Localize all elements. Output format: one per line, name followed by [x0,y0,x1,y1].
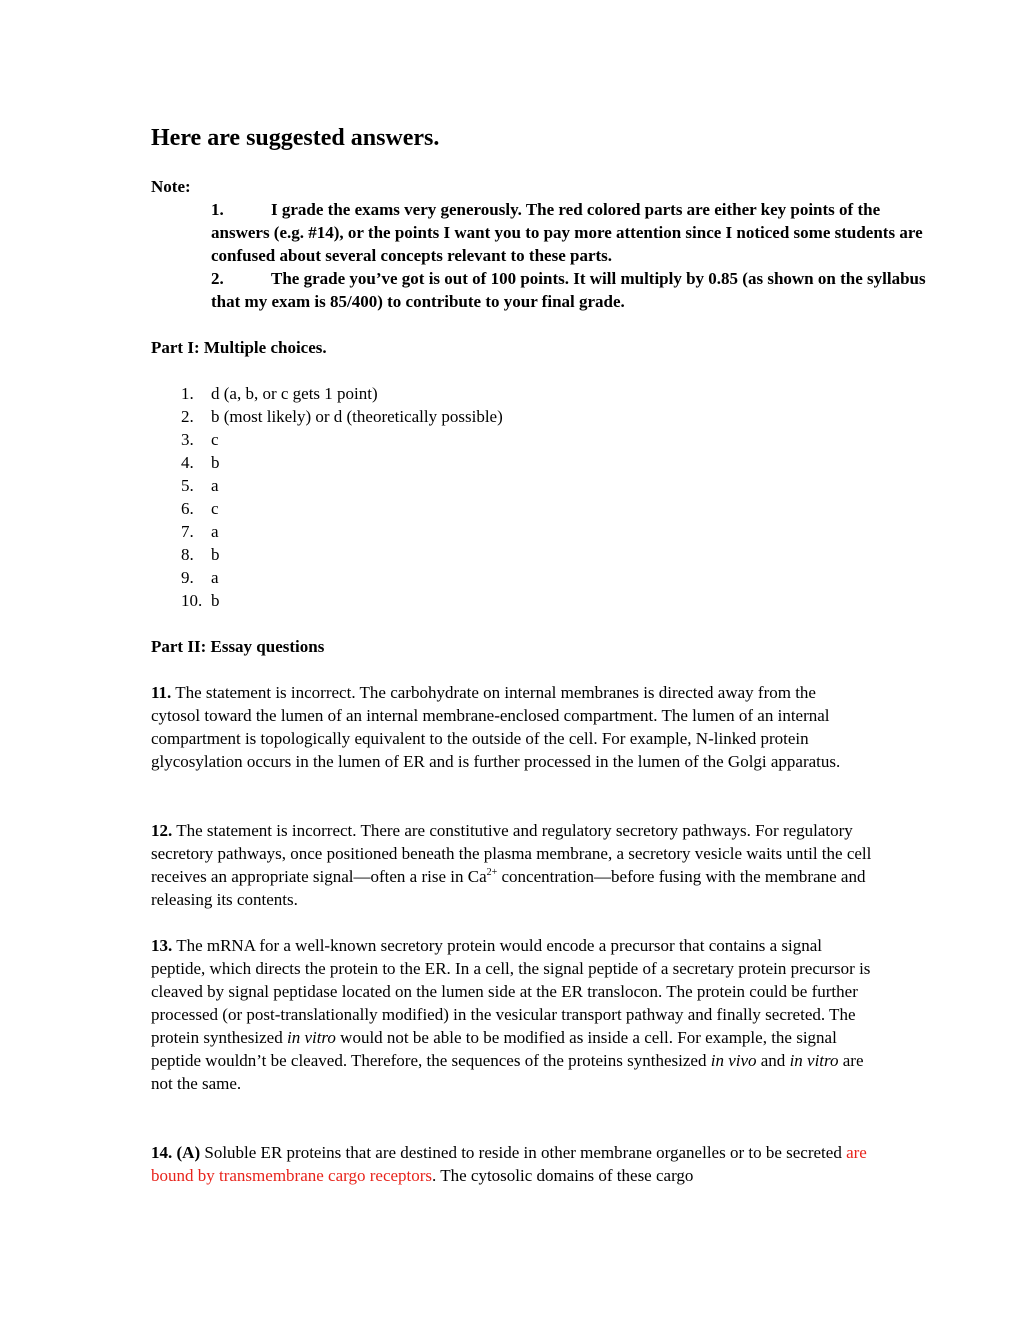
note-item [211,267,931,313]
answer-number: 6. [181,499,194,518]
essay-answer-13 [151,934,873,1095]
note-item [211,198,931,267]
answer-number: 2. [181,407,194,426]
answer-text: b [211,453,220,472]
note-item-text: The grade you’ve got is out of 100 points. It will multiply by 0.85 (as shown on the syllabus that my exam is 85/400) to contribute to your final grade. [211,269,926,311]
answer-text: a [211,522,219,541]
highlighted-key-point: are bound by transmembrane cargo receptors [151,1143,867,1185]
answer-text: The statement is incorrect. There are constitutive and regulatory secretory pathways. For regulatory secretory pathways, once positioned beneath the plasma membrane, a secretory vesicle waits until the cell receives an appropriate signal—often a rise in Ca [151,821,872,886]
italic-term: in vivo [710,1051,757,1070]
answer-item [181,566,503,589]
answer-text: b [211,545,220,564]
answer-item [181,382,503,405]
page-title: Here are suggested answers. [151,125,440,151]
answer-number: 5. [181,476,194,495]
answer-text: and [756,1051,790,1070]
answer-item [181,405,503,428]
essay-answer-12 [151,819,911,911]
essay-answer-11 [151,681,866,773]
multiple-choice-answers [181,382,503,612]
answer-item [181,520,503,543]
answer-number: 4. [181,453,194,472]
answer-text: a [211,568,219,587]
note-list [211,198,931,313]
answer-number: 10. [181,591,203,610]
answer-text: Soluble ER proteins that are destined to reside in other membrane organelles or to be secreted [200,1143,847,1162]
note-item-number: 1. [211,200,224,219]
answer-text: a [211,476,219,495]
answer-text: . The cytosolic domains of these cargo [432,1166,694,1185]
answer-item [181,451,503,474]
question-number: 11. [151,683,172,702]
essay-answer-14 [151,1141,896,1187]
answer-text: would not be able to be modified as inside a cell. For example, the signal peptide wouldn’t be cleaved. Therefore, the sequences of the proteins synthesized [151,1028,837,1070]
question-number: 13. [151,936,173,955]
answer-number: 7. [181,522,194,541]
answer-item [181,428,503,451]
question-number: 12. [151,821,173,840]
part1-heading: Part I: Multiple choices. [151,338,327,357]
answer-item [181,589,503,612]
italic-term: in vitro [789,1051,839,1070]
superscript: 2+ [486,867,498,878]
note-label: Note: [151,177,191,196]
part2-heading: Part II: Essay questions [151,637,325,656]
note-item-text: I grade the exams very generously. The red colored parts are either key points of the answers (e.g. #14), or the points I want you to pay more attention since I noticed some students are confused about several concepts relevant to these parts. [211,200,923,265]
answer-number: 3. [181,430,194,449]
answer-number: 9. [181,568,194,587]
answer-text: are not the same. [151,1051,864,1093]
answer-item [181,543,503,566]
question-number: 14. (A) [151,1143,201,1162]
answer-item [181,497,503,520]
answer-text: The statement is incorrect. The carbohydrate on internal membranes is directed away from the cytosol toward the lumen of an internal membrane-enclosed compartment. The lumen of an internal compartment is topologically equivalent to the outside of the cell. For example, N-linked protein glycosylation occurs in the lumen of ER and is further processed in the lumen of the Golgi apparatus. [151,683,841,771]
answer-text: c [211,499,219,518]
answer-number: 1. [181,384,194,403]
answer-text: c [211,430,219,449]
answer-number: 8. [181,545,194,564]
answer-item [181,474,503,497]
answer-text: d (a, b, or c gets 1 point) [211,384,378,403]
answer-text: b (most likely) or d (theoretically possible) [211,407,503,426]
answer-text: The mRNA for a well-known secretory protein would encode a precursor that contains a signal peptide, which directs the protein to the ER. In a cell, the signal peptide of a secretary protein precursor is cleaved by signal peptidase located on the lumen side at the ER translocon. The protein could be further processed (or post-translationally modified) in the vesicular transport pathway and finally secreted. The protein synthesized [151,936,871,1047]
answer-text: concentration—before fusing with the membrane and releasing its contents. [151,867,866,909]
answer-text: b [211,591,220,610]
italic-term: in vitro [286,1028,336,1047]
note-item-number: 2. [211,269,224,288]
